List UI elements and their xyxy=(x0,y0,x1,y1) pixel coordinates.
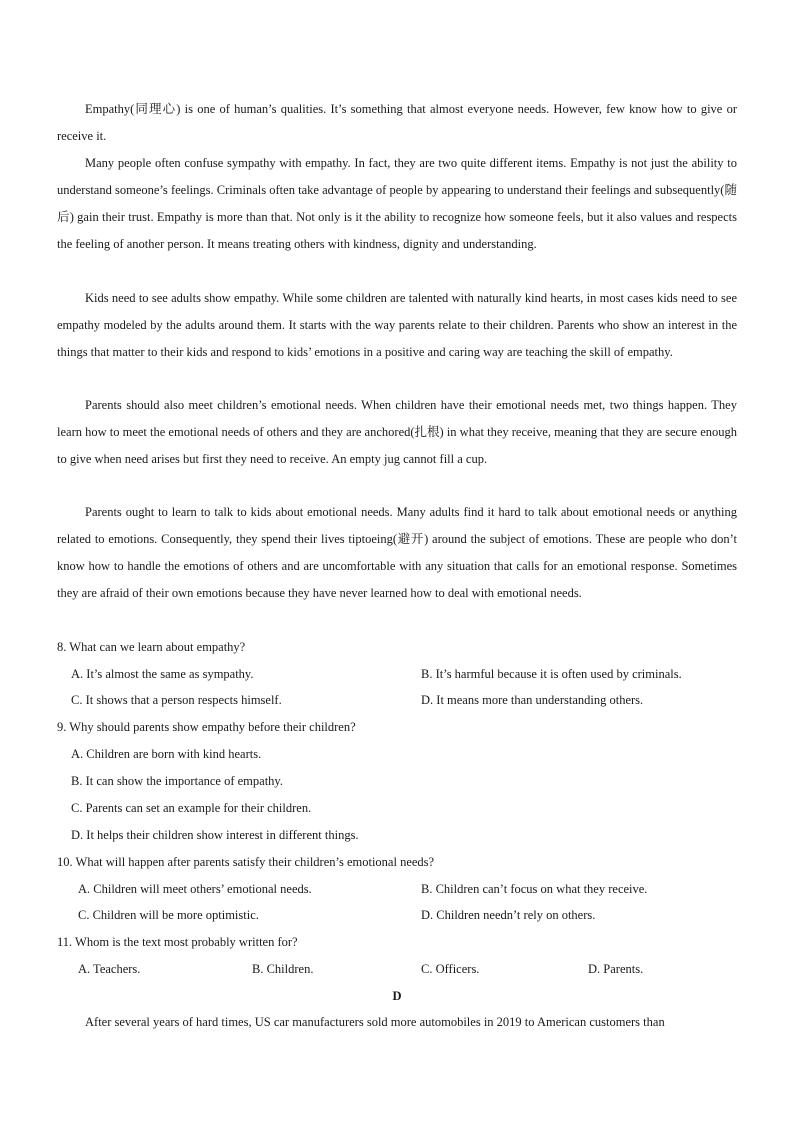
question-8-option-a: A. It’s almost the same as sympathy. xyxy=(71,667,254,681)
question-8-option-d: D. It means more than understanding others. xyxy=(421,693,644,707)
paragraph-3: Kids need to see adults show empathy. While some children are talented with naturally kind hearts, in most cases kids need to see empathy modeled by the adults around them. It starts with the way parents relate to their children. Parents who show an interest in the things that matter to their kids and respond to kids’ emotions in a positive and caring way are teaching the skill of empathy. xyxy=(57,291,737,359)
question-11-option-d: D. Parents. xyxy=(588,962,644,976)
question-11-option-b: B. Children. xyxy=(252,962,314,976)
question-9-option-a: A. Children are born with kind hearts. xyxy=(71,747,262,761)
question-10-option-c: C. Children will be more optimistic. xyxy=(78,908,259,922)
question-8-option-c: C. It shows that a person respects himself. xyxy=(71,693,282,707)
question-11-option-c: C. Officers. xyxy=(421,962,480,976)
question-9-option-d: D. It helps their children show interest in different things. xyxy=(71,828,359,842)
question-10-option-d: D. Children needn’t rely on others. xyxy=(421,908,596,922)
question-10-option-a: A. Children will meet others’ emotional needs. xyxy=(78,882,312,896)
question-8-option-b: B. It’s harmful because it is often used by criminals. xyxy=(421,667,682,681)
question-9-option-b: B. It can show the importance of empathy. xyxy=(71,774,283,788)
question-9-stem: 9. Why should parents show empathy before their children? xyxy=(57,720,356,734)
paragraph-1: Empathy(同理心) is one of human’s qualities. It’s something that almost everyone needs. However, few know how to give or receive it. xyxy=(57,102,737,143)
passage-d-heading: D xyxy=(392,989,402,1003)
paragraph-5: Parents ought to learn to talk to kids about emotional needs. Many adults find it hard to talk about emotional needs or anything related to emotions. Consequently, they spend their lives tiptoeing(避开) around the subject of emotions. These are people who don’t know how to handle the emotions of others and are uncomfortable with any situation that calls for an emotional response. Sometimes they are afraid of their own emotions because they have never learned how to deal with emotional needs. xyxy=(57,505,737,600)
paragraph-4: Parents should also meet children’s emotional needs. When children have their emotional needs met, two things happen. They learn how to meet the emotional needs of others and they are anchored(扎根) in what they receive, meaning that they are secure enough to give when need arises but first they need to receive. An empty jug cannot fill a cup. xyxy=(57,398,737,466)
question-8-stem: 8. What can we learn about empathy? xyxy=(57,640,246,654)
passage-d-first-line: After several years of hard times, US car manufacturers sold more automobiles in 2019 to American customers than xyxy=(85,1015,665,1029)
question-11-stem: 11. Whom is the text most probably written for? xyxy=(57,935,298,949)
question-10-stem: 10. What will happen after parents satisfy their children’s emotional needs? xyxy=(57,855,435,869)
question-10-option-b: B. Children can’t focus on what they receive. xyxy=(421,882,648,896)
paragraph-2: Many people often confuse sympathy with empathy. In fact, they are two quite different items. Empathy is not just the ability to understand someone’s feelings. Criminals often take advantage of people by appearing to understand their feelings and subsequently(随后) gain their trust. Empathy is more than that. Not only is it the ability to recognize how someone feels, but it also values and respects the feeling of another person. It means treating others with kindness, dignity and understanding. xyxy=(57,156,737,251)
question-9-option-c: C. Parents can set an example for their children. xyxy=(71,801,312,815)
question-11-option-a: A. Teachers. xyxy=(78,962,141,976)
